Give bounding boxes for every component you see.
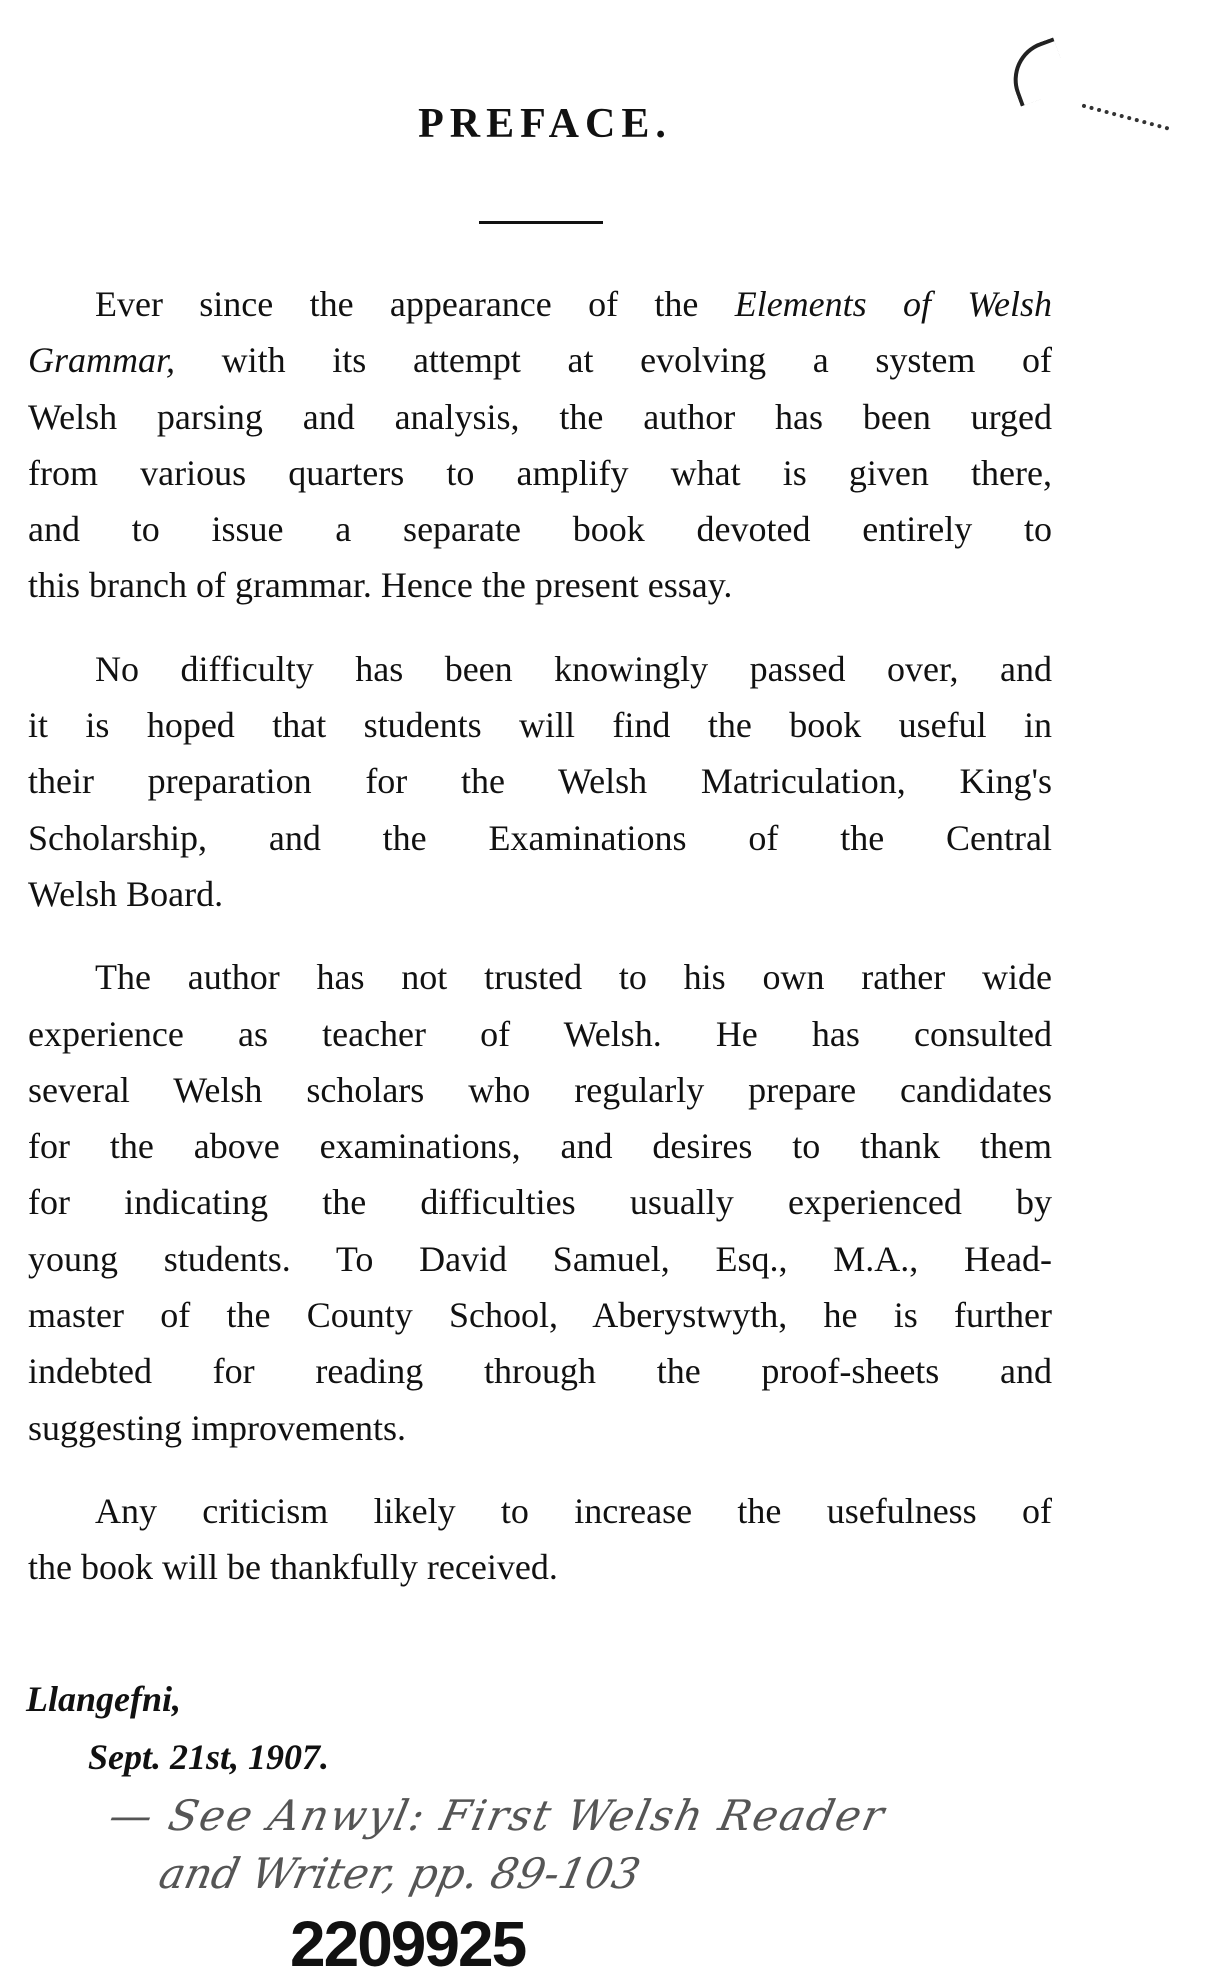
library-stamp-number: 2209925 xyxy=(290,1908,526,1980)
text-segment: and to issue a separate book devoted entirely to xyxy=(28,509,1052,550)
text-line xyxy=(28,1231,1052,1287)
text-segment: Ever since the appearance of the xyxy=(95,284,735,324)
text-segment: their preparation for the Welsh Matriculation, King's xyxy=(28,761,1052,802)
text-line xyxy=(28,332,1052,388)
text-line xyxy=(28,1287,1052,1343)
text-line xyxy=(28,1343,1052,1399)
text-segment: experience as teacher of Welsh. He has consulted xyxy=(28,1013,1052,1054)
preface-body xyxy=(28,276,1052,1623)
paragraph xyxy=(28,641,1052,922)
text-line xyxy=(28,1483,1052,1539)
text-segment: with its attempt at evolving a system of xyxy=(175,340,1052,381)
handwritten-note-line: and Writer, pp. 89-103 xyxy=(154,1849,645,1898)
text-segment: No difficulty has been knowingly passed over, and xyxy=(95,648,1052,689)
page-title: PREFACE. xyxy=(418,101,672,147)
text-line xyxy=(28,641,1052,697)
text-line xyxy=(28,1174,1052,1230)
text-segment: Welsh Board. xyxy=(28,873,224,914)
text-line xyxy=(28,697,1052,753)
text-segment: for the above examinations, and desires to thank them xyxy=(28,1126,1052,1167)
italic-text: Grammar, xyxy=(28,340,176,381)
text-line xyxy=(28,1006,1052,1062)
text-segment: Welsh parsing and analysis, the author has been urged xyxy=(28,396,1052,437)
title-rule xyxy=(479,221,603,224)
text-line xyxy=(28,557,1052,613)
text-segment: it is hoped that students will find the book useful in xyxy=(28,705,1052,746)
text-line xyxy=(28,949,1052,1005)
text-segment: The author has not trusted to his own rather wide xyxy=(95,957,1052,998)
text-segment: indebted for reading through the proof-sheets and xyxy=(28,1351,1052,1392)
text-segment: this branch of grammar. Hence the present essay. xyxy=(28,565,733,606)
signature-date: Sept. 21st, 1907. xyxy=(88,1737,330,1777)
text-line xyxy=(28,866,1052,922)
text-segment: the book will be thankfully received. xyxy=(28,1547,558,1588)
handwritten-note-line: — See Anwyl: First Welsh Reader xyxy=(104,1791,891,1840)
text-segment: several Welsh scholars who regularly prepare candidates xyxy=(28,1069,1052,1110)
pencil-dots xyxy=(1080,103,1169,134)
text-line xyxy=(28,1062,1052,1118)
text-segment: suggesting improvements. xyxy=(28,1407,406,1448)
paragraph xyxy=(28,1483,1052,1596)
text-line xyxy=(28,1400,1052,1456)
italic-text: Elements of Welsh xyxy=(734,284,1052,324)
pencil-mark xyxy=(1002,37,1071,106)
text-segment: from various quarters to amplify what is given there, xyxy=(28,452,1052,493)
text-line xyxy=(28,810,1052,866)
paragraph xyxy=(28,276,1052,614)
text-segment: Any criticism likely to increase the usefulness of xyxy=(95,1490,1052,1531)
text-line xyxy=(28,276,1052,332)
text-line xyxy=(28,445,1052,501)
text-line xyxy=(28,753,1052,809)
text-segment: young students. To David Samuel, Esq., M.A., Head- xyxy=(28,1238,1052,1279)
text-line xyxy=(28,1539,1052,1595)
signature-place: Llangefni, xyxy=(26,1679,182,1719)
text-segment: for indicating the difficulties usually experienced by xyxy=(28,1182,1052,1223)
text-line xyxy=(28,389,1052,445)
text-segment: master of the County School, Aberystwyth, he is further xyxy=(28,1295,1052,1336)
text-line xyxy=(28,1118,1052,1174)
text-segment: Scholarship, and the Examinations of the Central xyxy=(28,817,1052,858)
paragraph xyxy=(28,949,1052,1456)
text-line xyxy=(28,501,1052,557)
